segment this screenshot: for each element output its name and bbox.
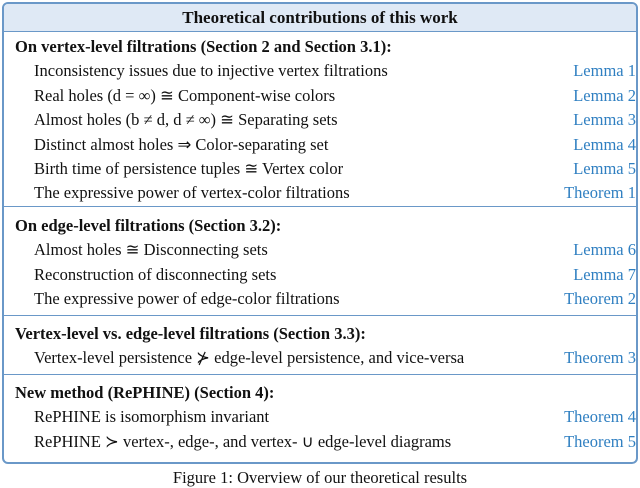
contribution-text: Distinct almost holes ⇒ Color-separating set [34, 134, 329, 154]
contribution-row [4, 265, 638, 285]
contribution-text: Almost holes (b ≠ d, d ≠ ∞) ≅ Separating sets [34, 110, 338, 130]
contribution-row [4, 183, 638, 203]
contribution-row [4, 135, 638, 155]
contribution-text: Reconstruction of disconnecting sets [34, 264, 277, 284]
result-reference-link[interactable]: Lemma 2 [573, 85, 636, 105]
section-heading: New method (RePHINE) (Section 4): [15, 383, 275, 402]
section-heading: Vertex-level vs. edge-level filtrations (Section 3.3): [15, 324, 366, 343]
section-divider [4, 206, 636, 207]
contribution-text: The expressive power of edge-color filtrations [34, 289, 340, 309]
result-reference-link[interactable]: Theorem 1 [564, 183, 636, 203]
result-reference-link[interactable]: Theorem 5 [564, 431, 636, 451]
result-reference-link[interactable]: Theorem 4 [564, 407, 636, 427]
contribution-text: Real holes (d = ∞) ≅ Component-wise colors [34, 85, 336, 105]
contribution-row [4, 289, 638, 309]
result-reference-link[interactable]: Lemma 3 [573, 110, 636, 130]
result-reference-link[interactable]: Lemma 5 [573, 159, 636, 178]
contribution-text: RePHINE is isomorphism invariant [34, 407, 270, 427]
contribution-text: Birth time of persistence tuples ≅ Vertex color [34, 159, 344, 178]
contribution-row [4, 407, 638, 427]
contributions-box [2, 2, 638, 464]
contribution-text: Vertex-level persistence ⊁ edge-level persistence, and vice-versa [34, 348, 465, 368]
contribution-text: The expressive power of vertex-color filtrations [34, 183, 350, 203]
figure-caption: Figure 1: Overview of our theoretical results [172, 468, 468, 487]
result-reference-link[interactable]: Lemma 4 [573, 134, 636, 154]
contribution-row [4, 159, 638, 179]
contribution-row [4, 110, 638, 130]
result-reference-link[interactable]: Theorem 3 [564, 348, 636, 368]
contribution-row [4, 432, 638, 452]
contribution-row [4, 348, 638, 368]
section-divider [4, 374, 636, 375]
contribution-row [4, 61, 638, 81]
contribution-text: Inconsistency issues due to injective vertex filtrations [34, 61, 388, 81]
contribution-text: Almost holes ≅ Disconnecting sets [34, 240, 268, 260]
contribution-row [4, 240, 638, 260]
section-heading: On edge-level filtrations (Section 3.2): [15, 216, 282, 235]
result-reference-link[interactable]: Lemma 7 [573, 264, 636, 284]
result-reference-link[interactable]: Lemma 6 [573, 240, 636, 260]
contribution-row [4, 86, 638, 106]
box-title: Theoretical contributions of this work [4, 4, 636, 32]
contribution-text: RePHINE ≻ vertex-, edge-, and vertex- ∪ edge-level diagrams [34, 431, 452, 451]
section-divider [4, 315, 636, 316]
section-heading: On vertex-level filtrations (Section 2 and Section 3.1): [15, 37, 392, 56]
result-reference-link[interactable]: Theorem 2 [564, 289, 636, 309]
result-reference-link[interactable]: Lemma 1 [573, 61, 636, 81]
